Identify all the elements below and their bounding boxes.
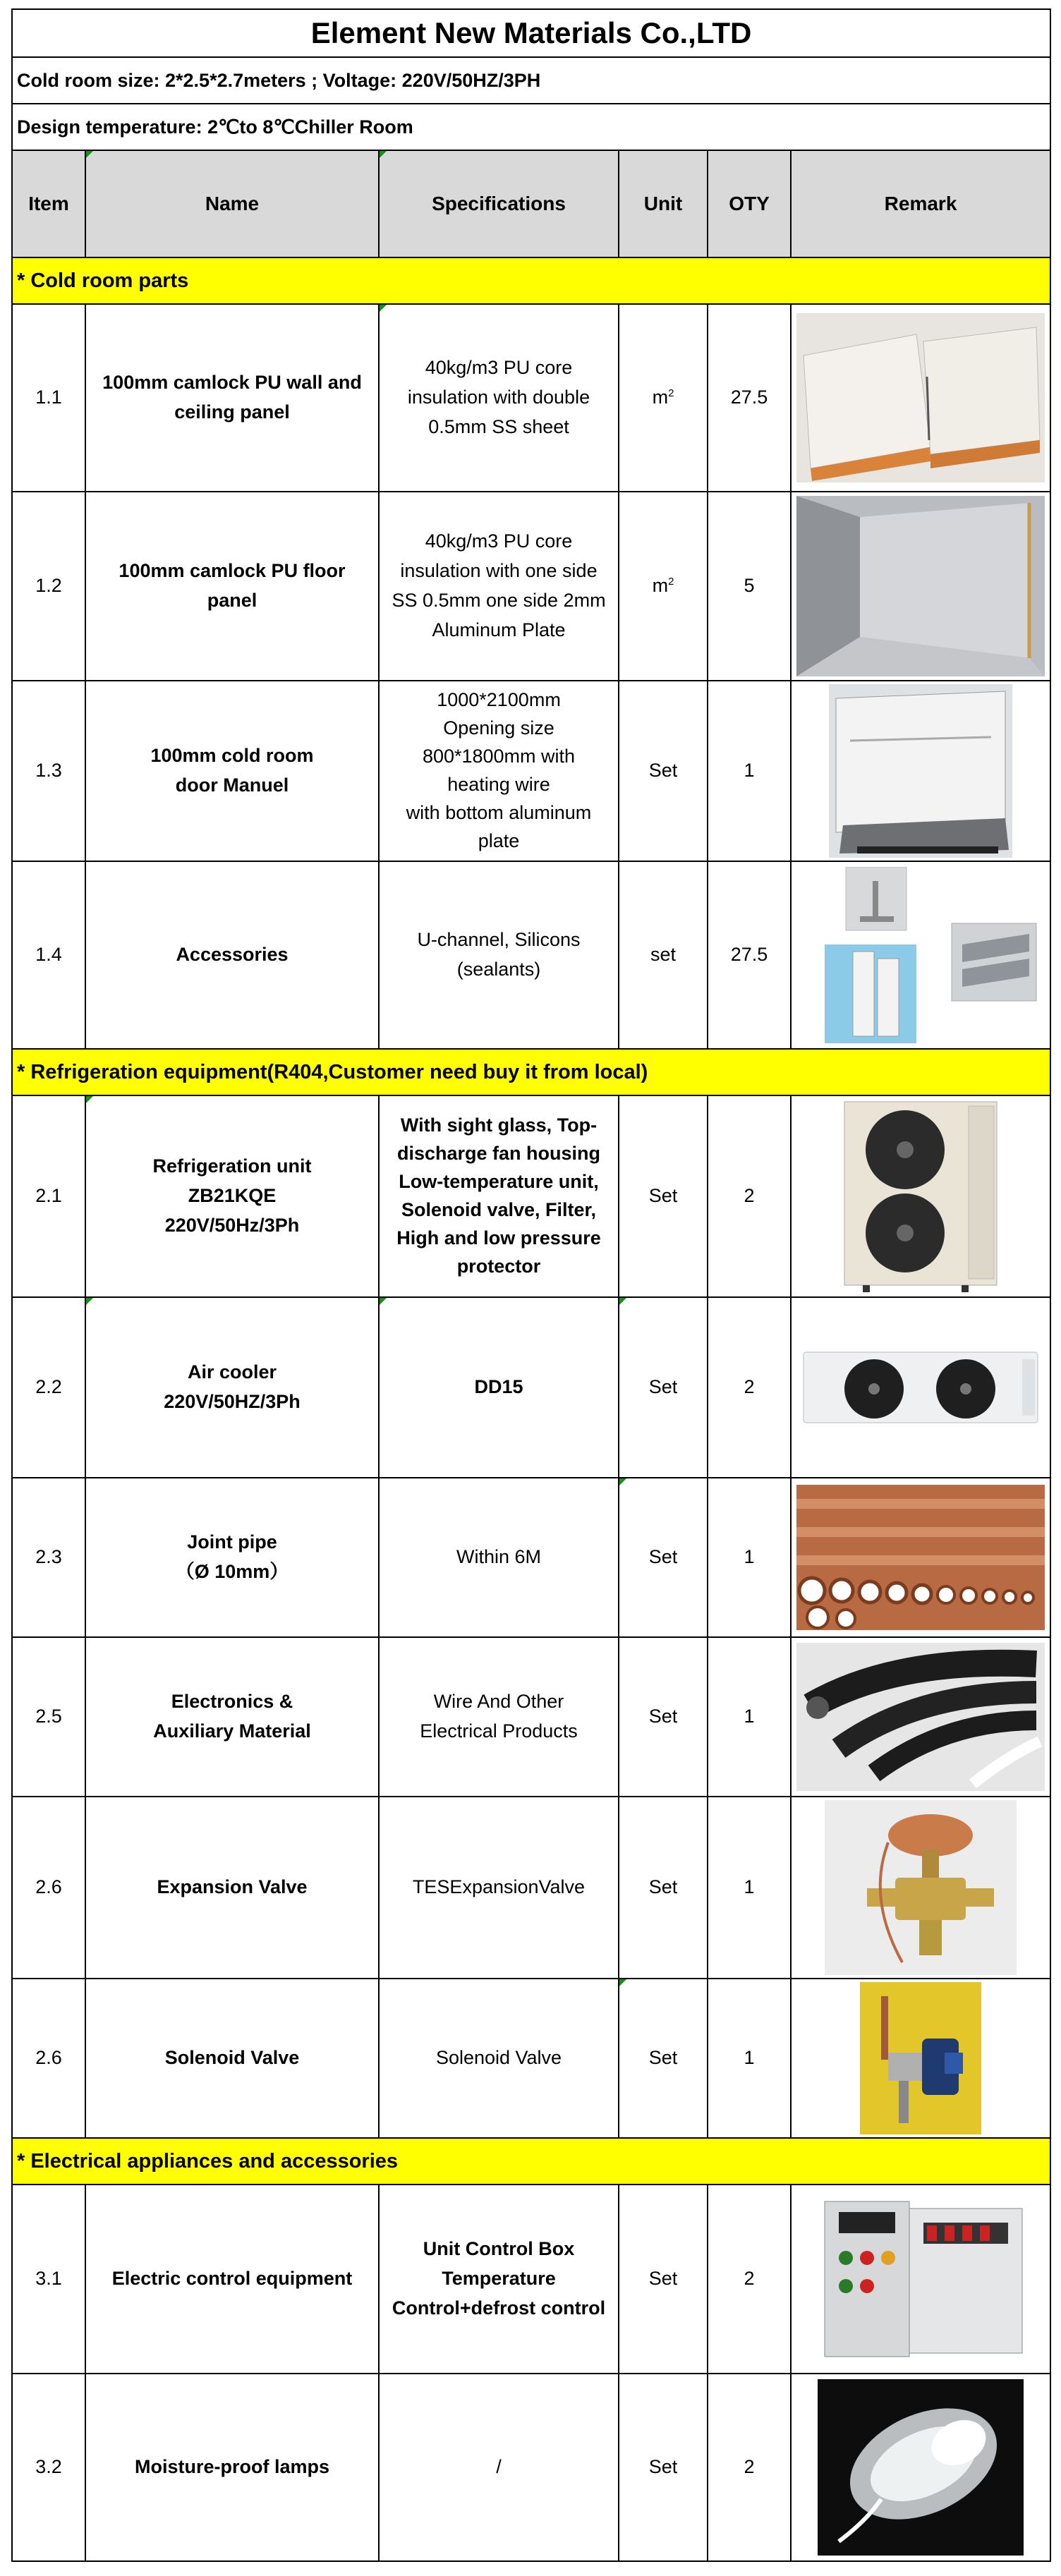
- unit-text: m: [652, 575, 669, 597]
- item-qty: 1: [708, 1637, 791, 1797]
- item-spec: [379, 304, 619, 492]
- section-row: [12, 257, 1050, 304]
- item-name: [85, 2185, 379, 2374]
- section-row: [12, 1049, 1050, 1095]
- item-number: 1.4: [12, 861, 85, 1049]
- unit-text: Set: [648, 1706, 678, 1727]
- item-remark: [791, 1478, 1050, 1637]
- header-unit: Unit: [619, 150, 708, 257]
- table-row: [12, 1297, 1050, 1478]
- unit-text: Set: [648, 2268, 678, 2290]
- item-unit: [619, 681, 708, 861]
- item-unit: [619, 1297, 708, 1478]
- item-unit: [619, 1637, 708, 1797]
- lamp-icon: [818, 2379, 1024, 2556]
- spec-line: Within 6M: [456, 1546, 542, 1568]
- spec-line: Wire And Other: [433, 1691, 564, 1713]
- item-name: [85, 1797, 379, 1979]
- item-name-line: Electronics &: [171, 1691, 293, 1713]
- item-remark: [791, 492, 1050, 681]
- spec-line: SS 0.5mm one side 2mm: [392, 590, 606, 611]
- spec-line: High and low pressure: [396, 1227, 601, 1248]
- item-name-line: 220V/50Hz/3Ph: [164, 1214, 300, 1236]
- control-box-icon: [811, 2194, 1031, 2364]
- spec-line: Opening size: [443, 717, 554, 739]
- table-row: [12, 2185, 1050, 2374]
- spec-line: /: [496, 2456, 502, 2478]
- spec-line: Aluminum Plate: [432, 619, 566, 640]
- unit-text: set: [650, 944, 677, 966]
- spec-line: with bottom aluminum: [406, 801, 592, 823]
- item-number: 2.1: [12, 1095, 85, 1297]
- spec-line: Control+defrost control: [392, 2297, 606, 2319]
- item-remark: [791, 861, 1050, 1049]
- unit-superscript: 2: [668, 576, 674, 588]
- item-qty: 27.5: [708, 861, 791, 1049]
- item-remark: [791, 1979, 1050, 2138]
- item-name-line: door Manuel: [175, 774, 289, 796]
- item-qty: 27.5: [708, 304, 791, 492]
- spec-line: Temperature: [442, 2268, 556, 2290]
- table-row: [12, 2374, 1050, 2561]
- item-name-line: Auxiliary Material: [153, 1720, 311, 1742]
- item-number: 1.3: [12, 681, 85, 861]
- condensing-unit-icon: [842, 1099, 1000, 1294]
- size-voltage-line: Cold room size: 2*2.5*2.7meters ; Voltage: 220V/50HZ/3PH: [12, 57, 1050, 104]
- item-spec: [379, 1637, 619, 1797]
- item-spec: [379, 1797, 619, 1979]
- item-unit: [619, 2374, 708, 2561]
- spec-line: Unit Control Box: [423, 2238, 575, 2260]
- section-electrical-appliances: * Electrical appliances and accessories: [12, 2138, 1050, 2185]
- air-cooler-icon: [796, 1338, 1045, 1437]
- spec-line: (sealants): [456, 959, 541, 980]
- spec-line: protector: [456, 1255, 541, 1277]
- item-spec: [379, 1478, 619, 1637]
- item-name: [85, 304, 379, 492]
- item-number: 2.2: [12, 1297, 85, 1478]
- item-name: [85, 1478, 379, 1637]
- item-spec: [379, 2374, 619, 2561]
- spec-line: TESExpansionValve: [412, 1876, 586, 1898]
- item-name: [85, 1979, 379, 2138]
- header-row: [12, 150, 1050, 257]
- item-name-line: Accessories: [176, 944, 289, 966]
- spec-line: insulation with one side: [400, 560, 598, 582]
- section-refrigeration-equipment: * Refrigeration equipment(R404,Customer need buy it from local): [12, 1049, 1050, 1095]
- item-remark: [791, 681, 1050, 861]
- accessories-icon: [796, 867, 1045, 1043]
- item-name-line: 220V/50HZ/3Ph: [164, 1391, 301, 1412]
- header-remark: Remark: [791, 150, 1050, 257]
- item-number: 2.6: [12, 1979, 85, 2138]
- item-qty: 1: [708, 1797, 791, 1979]
- item-unit: [619, 492, 708, 681]
- table-row: [12, 1095, 1050, 1297]
- item-remark: [791, 2374, 1050, 2561]
- unit-superscript: 2: [668, 387, 674, 400]
- item-remark: [791, 1095, 1050, 1297]
- item-name-line: ceiling panel: [174, 401, 290, 423]
- company-title: Element New Materials Co.,LTD: [12, 9, 1050, 57]
- table-row: [12, 492, 1050, 681]
- unit-text: Set: [648, 1546, 678, 1568]
- item-unit: [619, 1095, 708, 1297]
- item-name-line: Electric control equipment: [111, 2268, 353, 2290]
- section-row: [12, 2138, 1050, 2185]
- item-qty: 2: [708, 2374, 791, 2561]
- item-name: [85, 1637, 379, 1797]
- item-name-line: 100mm cold room: [150, 745, 314, 767]
- item-unit: [619, 1797, 708, 1979]
- header-spec: Specifications: [379, 150, 619, 257]
- unit-text: Set: [648, 2047, 678, 2069]
- item-spec: [379, 1297, 619, 1478]
- item-spec: [379, 681, 619, 861]
- item-qty: 1: [708, 681, 791, 861]
- expansion-valve-icon: [825, 1800, 1017, 1975]
- header-qty: OTY: [708, 150, 791, 257]
- design-temperature-line: Design temperature: 2℃to 8℃Chiller Room: [12, 104, 1050, 150]
- item-name-line: ZB21KQE: [188, 1185, 277, 1207]
- item-name-line: 100mm camlock PU floor: [119, 560, 346, 582]
- unit-text: Set: [648, 1376, 678, 1398]
- spec-line: discharge fan housing: [396, 1143, 601, 1165]
- item-unit: [619, 1979, 708, 2138]
- item-name: [85, 1297, 379, 1478]
- copper-pipes-icon: [796, 1485, 1045, 1630]
- spec-line: U-channel, Silicons: [417, 929, 581, 951]
- item-unit: [619, 861, 708, 1049]
- item-name-line: Air cooler: [187, 1361, 277, 1383]
- table-row: [12, 304, 1050, 492]
- spec-line: Solenoid valve, Filter,: [401, 1199, 597, 1220]
- item-unit: [619, 1478, 708, 1637]
- item-name-line: Joint pipe: [187, 1531, 277, 1553]
- table-row: [12, 681, 1050, 861]
- solenoid-valve-icon: [860, 1982, 981, 2134]
- unit-text: Set: [648, 2456, 678, 2478]
- spec-line: Low-temperature unit,: [399, 1171, 599, 1193]
- table-row: [12, 1478, 1050, 1637]
- item-number: 3.1: [12, 2185, 85, 2374]
- item-number: 3.2: [12, 2374, 85, 2561]
- header-name: Name: [85, 150, 379, 257]
- item-remark: [791, 1797, 1050, 1979]
- item-spec: [379, 492, 619, 681]
- item-spec: [379, 1979, 619, 2138]
- item-number: 2.5: [12, 1637, 85, 1797]
- section-cold-room-parts: * Cold room parts: [12, 257, 1050, 304]
- cold-room-door-icon: [829, 684, 1012, 858]
- table-row: [12, 1797, 1050, 1979]
- unit-text: m: [652, 387, 669, 408]
- item-remark: [791, 304, 1050, 492]
- spec-line: Solenoid Valve: [435, 2047, 562, 2069]
- spec-line: insulation with double: [407, 387, 590, 408]
- item-name-line: Refrigeration unit: [152, 1155, 312, 1177]
- spec-line: 40kg/m3 PU core: [425, 530, 573, 552]
- header-item: Item: [12, 150, 85, 257]
- item-qty: 5: [708, 492, 791, 681]
- sandwich-panel-icon: [796, 313, 1045, 482]
- item-remark: [791, 1297, 1050, 1478]
- item-number: 2.3: [12, 1478, 85, 1637]
- item-name-line: Solenoid Valve: [164, 2047, 300, 2069]
- item-number: 1.2: [12, 492, 85, 681]
- spec-line: plate: [478, 830, 520, 851]
- item-unit: [619, 304, 708, 492]
- item-remark: [791, 1637, 1050, 1797]
- item-name-line: （Ø 10mm）: [175, 1561, 289, 1582]
- item-remark: [791, 2185, 1050, 2374]
- unit-text: Set: [648, 760, 678, 782]
- item-name: [85, 861, 379, 1049]
- table-row: [12, 1637, 1050, 1797]
- spec-line: 800*1800mm with: [422, 746, 576, 767]
- spec-line: 40kg/m3 PU core: [425, 357, 573, 379]
- quotation-sheet: [11, 8, 1050, 2562]
- item-number: 2.6: [12, 1797, 85, 1979]
- item-name: [85, 681, 379, 861]
- cold-room-interior-icon: [796, 496, 1045, 676]
- item-name-line: 100mm camlock PU wall and: [102, 372, 362, 394]
- table-row: [12, 861, 1050, 1049]
- insulation-tubes-icon: [796, 1643, 1045, 1791]
- spec-line: Electrical Products: [420, 1720, 578, 1742]
- item-spec: [379, 1095, 619, 1297]
- unit-text: Set: [648, 1185, 678, 1207]
- table-row: [12, 1979, 1050, 2138]
- item-qty: 2: [708, 2185, 791, 2374]
- item-name-line: Moisture-proof lamps: [134, 2456, 329, 2478]
- item-qty: 2: [708, 1095, 791, 1297]
- spec-line: 1000*2100mm: [437, 689, 561, 711]
- unit-text: Set: [648, 1876, 678, 1898]
- spec-line: 0.5mm SS sheet: [428, 415, 569, 437]
- item-name: [85, 2374, 379, 2561]
- item-name: [85, 492, 379, 681]
- item-unit: [619, 2185, 708, 2374]
- spec-line: heating wire: [447, 774, 550, 795]
- spec-line: With sight glass, Top-: [400, 1114, 598, 1136]
- item-qty: 1: [708, 1478, 791, 1637]
- item-qty: 1: [708, 1979, 791, 2138]
- item-number: 1.1: [12, 304, 85, 492]
- spec-line: DD15: [474, 1376, 523, 1398]
- quotation-table: [11, 8, 1051, 2562]
- item-name: [85, 1095, 379, 1297]
- item-name-line: Expansion Valve: [157, 1876, 308, 1898]
- item-name-line: panel: [207, 590, 257, 611]
- item-spec: [379, 861, 619, 1049]
- item-spec: [379, 2185, 619, 2374]
- item-qty: 2: [708, 1297, 791, 1478]
